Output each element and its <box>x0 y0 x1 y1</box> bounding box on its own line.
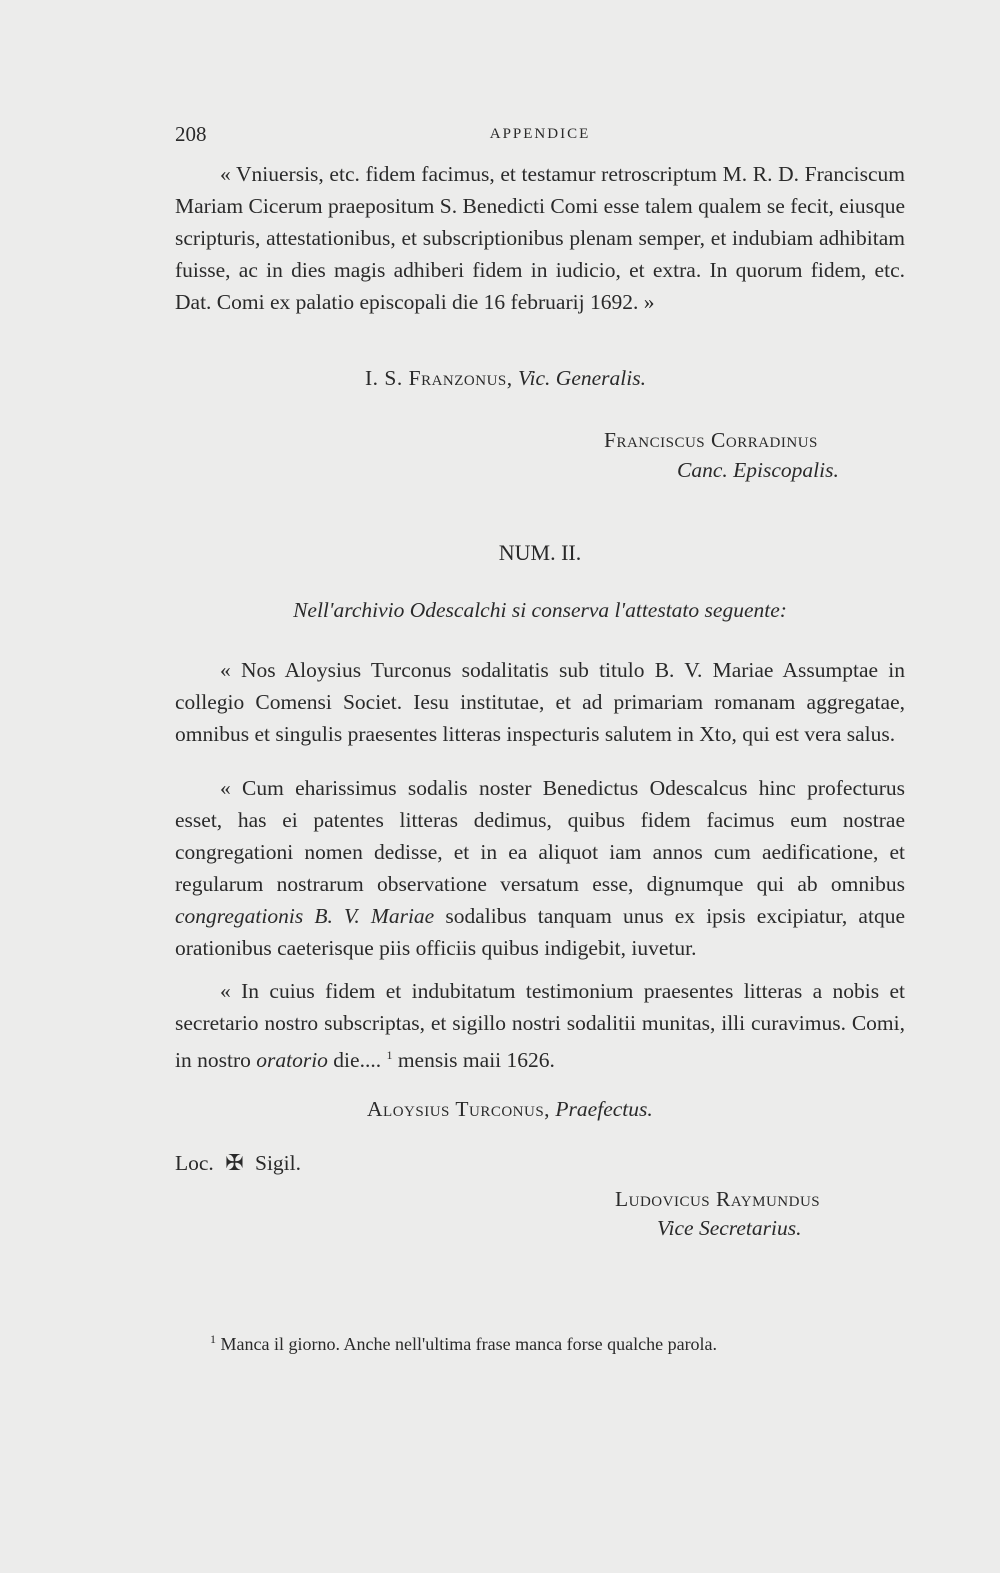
signatory-name: Aloysius Turconus, <box>367 1097 551 1121</box>
signatory-title: Canc. Episcopalis. <box>677 458 839 482</box>
signatory-title: Vic. Generalis. <box>518 366 646 390</box>
signatory-name: Franciscus Corradinus <box>604 428 818 452</box>
signature-franzonus <box>365 362 646 394</box>
page-number: 208 <box>175 122 207 146</box>
signatory-title: Vice Secretarius. <box>657 1216 802 1240</box>
closing-text: mensis maii 1626. <box>392 1048 555 1073</box>
closing-italic: oratorio <box>256 1048 328 1073</box>
footnote-text: Manca il giorno. Anche nell'ultima frase manca forse qualche parola. <box>220 1334 718 1354</box>
footnote-reference: 1 <box>386 1048 393 1062</box>
document-two-opening: « Nos Aloysius Turconus sodalitatis sub titulo B. V. Mariae Assumptae in collegio Comensi Societ. Iesu institutae, et ad primariam romanam aggregatae, omnibus et singulis praesentes litteras inspecturis salutem in Xto, qui est vera salus. <box>175 658 905 746</box>
signatory-title: Praefectus. <box>555 1097 653 1121</box>
closing-text: die.... <box>327 1048 387 1073</box>
section-heading: NUM. II. <box>498 540 582 565</box>
document-two-body <box>175 772 905 964</box>
closing-text: « In cuius fidem et indubitatum testimonium praesentes litteras a nobis et secretario nostro subscriptas, et sigillo nostri sodalitii munitas, illi curavimus. Comi, in nostro <box>175 979 905 1073</box>
footnote-mark: 1 <box>210 1332 216 1346</box>
document-one-text: « Vniuersis, etc. fidem facimus, et testamur retroscriptum M. R. D. Franciscum Mariam Cicerum praepositum S. Benedicti Comi esse talem qualem se fecit, eiusque scripturis, attestationibus, et subscriptionibus plenam semper, et indubiam adhibitam fuisse, ac in dies magis adhiberi fidem in iudicio, et extra. In quorum fidem, etc. Dat. Comi ex palatio episcopali die 16 februarij 1692. » <box>175 162 905 314</box>
section-subheading: Nell'archivio Odescalchi si conserva l'attestato seguente: <box>293 598 787 622</box>
footnote <box>210 1332 717 1355</box>
signature-turconus <box>367 1093 653 1125</box>
seal-label: Loc. <box>175 1151 214 1175</box>
page-header <box>175 122 905 152</box>
body-text: « Cum eharissimus sodalis noster Benedictus Odescalcus hinc profecturus esset, has ei patentes litteras dedimus, quibus fidem facimus eum nostrae congregationi nomen dedisse, et in ea aliquot iam annos cum aedificatione, et regularum nostrarum observatione versatum esse, dignumque qui ab omnibus <box>175 776 905 896</box>
signatory-name: Ludovicus Raymundus <box>615 1187 821 1211</box>
seal-location <box>175 1147 301 1179</box>
signatory-name: I. S. Franzonus, <box>365 366 513 390</box>
body-italic: congregationis B. V. Mariae <box>175 904 435 928</box>
running-head: APPENDICE <box>489 126 591 142</box>
cross-icon: ✠ <box>225 1150 244 1175</box>
body-text: sodalibus tanquam unus ex ipsis excipiatur, atque orationibus caeterisque piis officiis quibus indigebit, iuvetur. <box>175 904 905 960</box>
document-two-closing <box>175 975 905 1076</box>
seal-label: Sigil. <box>255 1151 302 1175</box>
